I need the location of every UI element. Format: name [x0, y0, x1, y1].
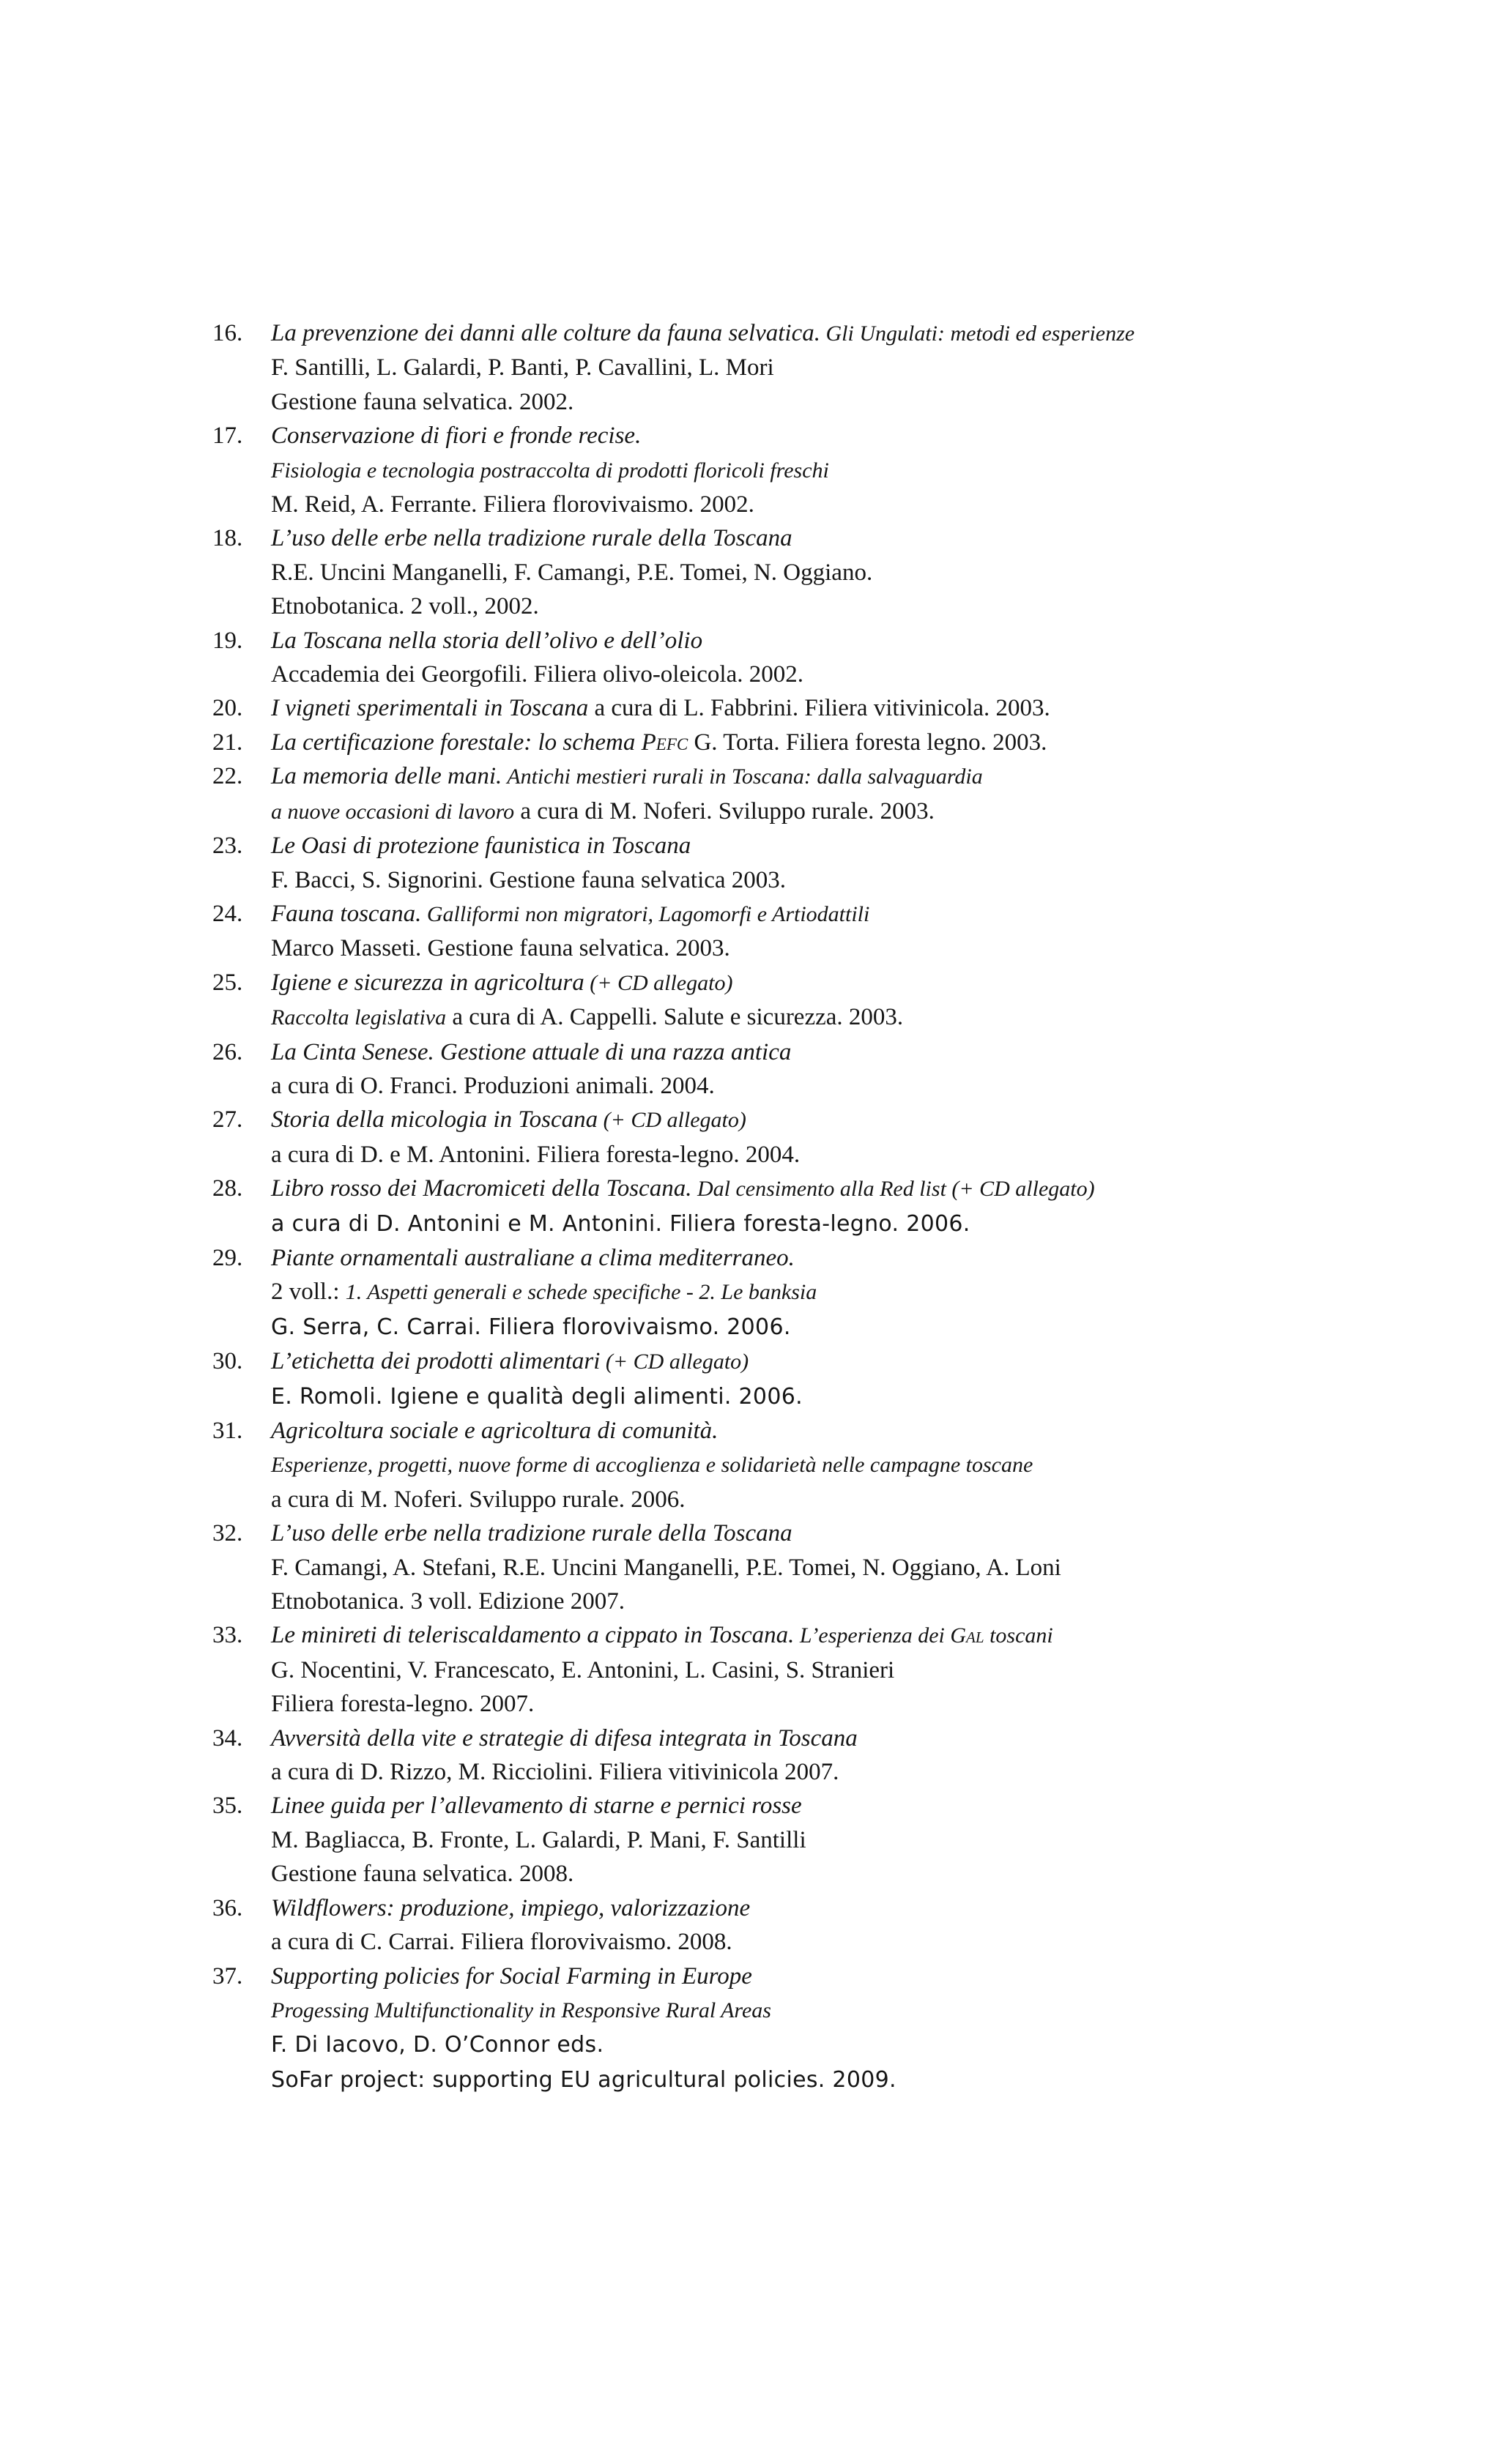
- entry-text: SoFar project: supporting EU agricultural policies. 2009.: [271, 2066, 896, 2093]
- entry-title-text: Pefc: [641, 729, 688, 756]
- publication-entry: [212, 1959, 1311, 2098]
- entry-line: [271, 1103, 1311, 1137]
- entry-line: [271, 691, 1311, 725]
- publication-entry: [212, 1516, 1311, 1618]
- publication-entry: [212, 1618, 1311, 1721]
- entry-title-text: Le minireti di teleriscaldamento a cippato in Toscana.: [271, 1622, 795, 1649]
- entry-number: 36.: [212, 1894, 243, 1921]
- entry-text: Esperienze, progetti, nuove forme di accoglienza e solidarietà nelle campagne toscane: [271, 1453, 1033, 1478]
- publication-entry: [212, 1722, 1311, 1790]
- publication-entry: [212, 1035, 1311, 1103]
- entry-title-text: Storia della micologia in Toscana: [271, 1106, 598, 1134]
- entry-text: M. Reid, A. Ferrante. Filiera florovivaismo. 2002.: [271, 491, 754, 518]
- entry-line: [271, 316, 1311, 351]
- publication-entry: [212, 966, 1311, 1035]
- entry-line: [271, 897, 1311, 931]
- entry-text: G. Serra, C. Carrai. Filiera florovivaismo. 2006.: [271, 1314, 791, 1340]
- entry-title-text: Fauna toscana.: [271, 900, 422, 927]
- entry-title-text: Libro rosso dei Macromiceti della Toscana.: [271, 1175, 692, 1202]
- entry-text: a nuove occasioni di lavoro: [271, 799, 515, 824]
- publication-entry: [212, 1891, 1311, 1959]
- entry-number: 24.: [212, 900, 243, 927]
- entry-line: [271, 1483, 1311, 1516]
- entry-text: a cura di D. Antonini e M. Antonini. Filiera foresta-legno. 2006.: [271, 1210, 970, 1237]
- entry-title-text: Le Oasi di protezione faunistica in Toscana: [271, 833, 691, 860]
- entry-line: [271, 1959, 1311, 1993]
- entry-number: 37.: [212, 1962, 243, 1990]
- publication-entry: [212, 829, 1311, 897]
- entry-text: E. Romoli. Igiene e qualità degli alimenti. 2006.: [271, 1383, 803, 1410]
- entry-title-text: Supporting policies for Social Farming in Europe: [271, 1962, 752, 1990]
- publication-entry: [212, 759, 1311, 829]
- entry-title-text: La memoria delle mani.: [271, 763, 502, 790]
- entry-line: [271, 794, 1311, 829]
- publication-entry: [212, 521, 1311, 623]
- entry-line: [271, 1653, 1311, 1687]
- entry-line: [271, 556, 1311, 589]
- entry-line: [271, 1172, 1311, 1206]
- entry-number: 35.: [212, 1793, 243, 1820]
- entry-text: Marco Masseti. Gestione fauna selvatica. 2003.: [271, 935, 730, 962]
- entry-text: Antichi mestieri rurali in Toscana: dalla salvaguardia: [502, 764, 983, 789]
- entry-text: G. Nocentini, V. Francescato, E. Antonini, L. Casini, S. Stranieri: [271, 1656, 895, 1683]
- entry-text: a cura di A. Cappelli. Salute e sicurezza. 2003.: [446, 1004, 904, 1031]
- publication-list: [212, 316, 1311, 2097]
- entry-title-text: I vigneti sperimentali in Toscana: [271, 695, 589, 722]
- entry-line: [271, 1789, 1311, 1823]
- entry-number: 25.: [212, 969, 243, 996]
- entry-line: [271, 2063, 1311, 2097]
- entry-number: 31.: [212, 1418, 243, 1444]
- entry-text: 2 voll.:: [271, 1278, 346, 1306]
- entry-line: [271, 351, 1311, 384]
- entry-line: [271, 726, 1311, 759]
- entry-title-text: L’uso delle erbe nella tradizione rurale della Toscana: [271, 1520, 792, 1547]
- entry-title-text: Igiene e sicurezza in agricoltura: [271, 969, 584, 996]
- entry-line: [271, 1138, 1311, 1172]
- entry-text: F. Santilli, L. Galardi, P. Banti, P. Cavallini, L. Mori: [271, 354, 774, 381]
- entry-title-text: Conservazione di fiori e fronde recise.: [271, 423, 642, 450]
- entry-title-text: Linee guida per l’allevamento di starne e pernici rosse: [271, 1793, 802, 1820]
- entry-text: Gestione fauna selvatica. 2008.: [271, 1861, 574, 1888]
- entry-line: [271, 829, 1311, 863]
- entry-line: [271, 1618, 1311, 1653]
- entry-text: Etnobotanica. 3 voll. Edizione 2007.: [271, 1588, 625, 1615]
- entry-line: [271, 1069, 1311, 1103]
- entry-title-text: La certificazione forestale: lo schema: [271, 729, 642, 756]
- entry-text: a cura di M. Noferi. Sviluppo rurale. 2006.: [271, 1486, 686, 1513]
- entry-line: [271, 2028, 1311, 2062]
- entry-text: Galliformi non migratori, Lagomorfi e Artiodattili: [421, 901, 870, 926]
- entry-title-text: La prevenzione dei danni alle colture da fauna selvatica.: [271, 320, 820, 346]
- entry-line: [271, 1207, 1311, 1241]
- publication-entry: [212, 624, 1311, 692]
- entry-line: [271, 966, 1311, 1000]
- entry-number: 27.: [212, 1106, 243, 1134]
- entry-number: 20.: [212, 695, 243, 722]
- entry-title-text: Agricoltura sociale e agricoltura di comunità.: [271, 1418, 719, 1444]
- entry-text: Progessing Multifunctionality in Responsive Rural Areas: [271, 1998, 771, 2022]
- entry-number: 17.: [212, 423, 243, 450]
- entry-text: G. Torta. Filiera foresta legno. 2003.: [688, 729, 1047, 756]
- entry-line: [271, 1448, 1311, 1482]
- entry-line: [271, 1414, 1311, 1448]
- entry-text: L’esperienza dei: [794, 1623, 951, 1648]
- entry-number: 21.: [212, 729, 243, 756]
- entry-text: Raccolta legislativa: [271, 1005, 447, 1030]
- publication-entry: [212, 1344, 1311, 1414]
- entry-line: [271, 658, 1311, 691]
- entry-line: [271, 419, 1311, 453]
- entry-text: toscani: [984, 1623, 1053, 1648]
- entry-line: [271, 1344, 1311, 1379]
- entry-line: [271, 1891, 1311, 1925]
- entry-line: [271, 1722, 1311, 1755]
- publication-entry: [212, 419, 1311, 521]
- entry-line: [271, 1993, 1311, 2028]
- entry-line: [271, 385, 1311, 419]
- entry-text: Accademia dei Georgofili. Filiera olivo-oleicola. 2002.: [271, 661, 803, 688]
- entry-line: [271, 589, 1311, 623]
- entry-number: 19.: [212, 627, 243, 654]
- entry-text: a cura di L. Fabbrini. Filiera vitivinicola. 2003.: [588, 695, 1050, 722]
- entry-line: [271, 863, 1311, 897]
- entry-number: 30.: [212, 1348, 243, 1375]
- entry-line: [271, 1310, 1311, 1344]
- entry-title-text: L’uso delle erbe nella tradizione rurale della Toscana: [271, 525, 792, 552]
- entry-line: [271, 1516, 1311, 1550]
- entry-line: [271, 1925, 1311, 1959]
- entry-text: a cura di D. e M. Antonini. Filiera foresta-legno. 2004.: [271, 1141, 801, 1168]
- entry-number: 23.: [212, 833, 243, 860]
- entry-line: [271, 521, 1311, 555]
- entry-text: Dal censimento alla Red list (+ CD allegato): [691, 1177, 1095, 1202]
- entry-number: 26.: [212, 1038, 243, 1065]
- entry-line: [271, 759, 1311, 794]
- entry-text: F. Camangi, A. Stefani, R.E. Uncini Manganelli, P.E. Tomei, N. Oggiano, A. Loni: [271, 1554, 1061, 1581]
- entry-number: 32.: [212, 1520, 243, 1547]
- entry-text: Gal: [950, 1623, 984, 1648]
- entry-number: 16.: [212, 320, 243, 346]
- publication-entry: [212, 1789, 1311, 1891]
- entry-number: 34.: [212, 1724, 243, 1752]
- entry-title-text: La Toscana nella storia dell’olivo e dell’olio: [271, 627, 703, 654]
- entry-text: a cura di D. Rizzo, M. Ricciolini. Filiera vitivinicola 2007.: [271, 1759, 839, 1786]
- entry-number: 22.: [212, 763, 243, 790]
- entry-title-text: Avversità della vite e strategie di difesa integrata in Toscana: [271, 1724, 858, 1752]
- entry-line: [271, 1857, 1311, 1891]
- entry-line: [271, 1823, 1311, 1857]
- entry-text: F. Bacci, S. Signorini. Gestione fauna selvatica 2003.: [271, 866, 787, 893]
- publication-entry: [212, 316, 1311, 419]
- entry-text: (+ CD allegato): [600, 1350, 749, 1374]
- entry-line: [271, 624, 1311, 658]
- entry-text: a cura di C. Carrai. Filiera florovivaismo. 2008.: [271, 1929, 732, 1956]
- publication-entry: [212, 1172, 1311, 1241]
- entry-text: Filiera foresta-legno. 2007.: [271, 1691, 535, 1718]
- entry-line: [271, 1275, 1311, 1309]
- entry-text: R.E. Uncini Manganelli, F. Camangi, P.E. Tomei, N. Oggiano.: [271, 559, 873, 586]
- entry-text: (+ CD allegato): [584, 970, 733, 995]
- publication-entry: [212, 897, 1311, 966]
- entry-text: (+ CD allegato): [598, 1108, 746, 1133]
- entry-text: F. Di Iacovo, D. O’Connor eds.: [271, 2032, 604, 2058]
- entry-line: [271, 1551, 1311, 1585]
- entry-line: [271, 453, 1311, 488]
- entry-text: Etnobotanica. 2 voll., 2002.: [271, 593, 539, 620]
- entry-text: 1. Aspetti generali e schede specifiche - 2. Le banksia: [345, 1280, 817, 1305]
- entry-line: [271, 1755, 1311, 1789]
- entry-title-text: L’etichetta dei prodotti alimentari: [271, 1348, 601, 1375]
- entry-text: Fisiologia e tecnologia postraccolta di prodotti floricoli freschi: [271, 458, 829, 483]
- entry-line: [271, 1585, 1311, 1618]
- entry-number: 29.: [212, 1244, 243, 1271]
- publication-entry: [212, 1414, 1311, 1516]
- entry-text: M. Bagliacca, B. Fronte, L. Galardi, P. Mani, F. Santilli: [271, 1826, 806, 1853]
- entry-line: [271, 1380, 1311, 1414]
- entry-line: [271, 488, 1311, 521]
- entry-number: 18.: [212, 525, 243, 552]
- entry-text: Gestione fauna selvatica. 2002.: [271, 388, 574, 415]
- publication-entry: [212, 1241, 1311, 1344]
- entry-title-text: Wildflowers: produzione, impiego, valorizzazione: [271, 1894, 751, 1921]
- publication-entry: [212, 726, 1311, 759]
- entry-line: [271, 1241, 1311, 1275]
- entry-line: [271, 1035, 1311, 1069]
- entry-title-text: La Cinta Senese. Gestione attuale di una razza antica: [271, 1038, 792, 1065]
- publication-entry: [212, 691, 1311, 725]
- entry-text: a cura di M. Noferi. Sviluppo rurale. 2003.: [514, 797, 935, 825]
- entry-line: [271, 1687, 1311, 1721]
- publication-entry: [212, 1103, 1311, 1172]
- entry-number: 28.: [212, 1175, 243, 1202]
- entry-line: [271, 1000, 1311, 1035]
- entry-line: [271, 931, 1311, 965]
- entry-text: Gli Ungulati: metodi ed esperienze: [820, 321, 1135, 346]
- entry-title-text: Piante ornamentali australiane a clima mediterraneo.: [271, 1244, 795, 1271]
- entry-number: 33.: [212, 1622, 243, 1649]
- entry-text: a cura di O. Franci. Produzioni animali. 2004.: [271, 1072, 715, 1099]
